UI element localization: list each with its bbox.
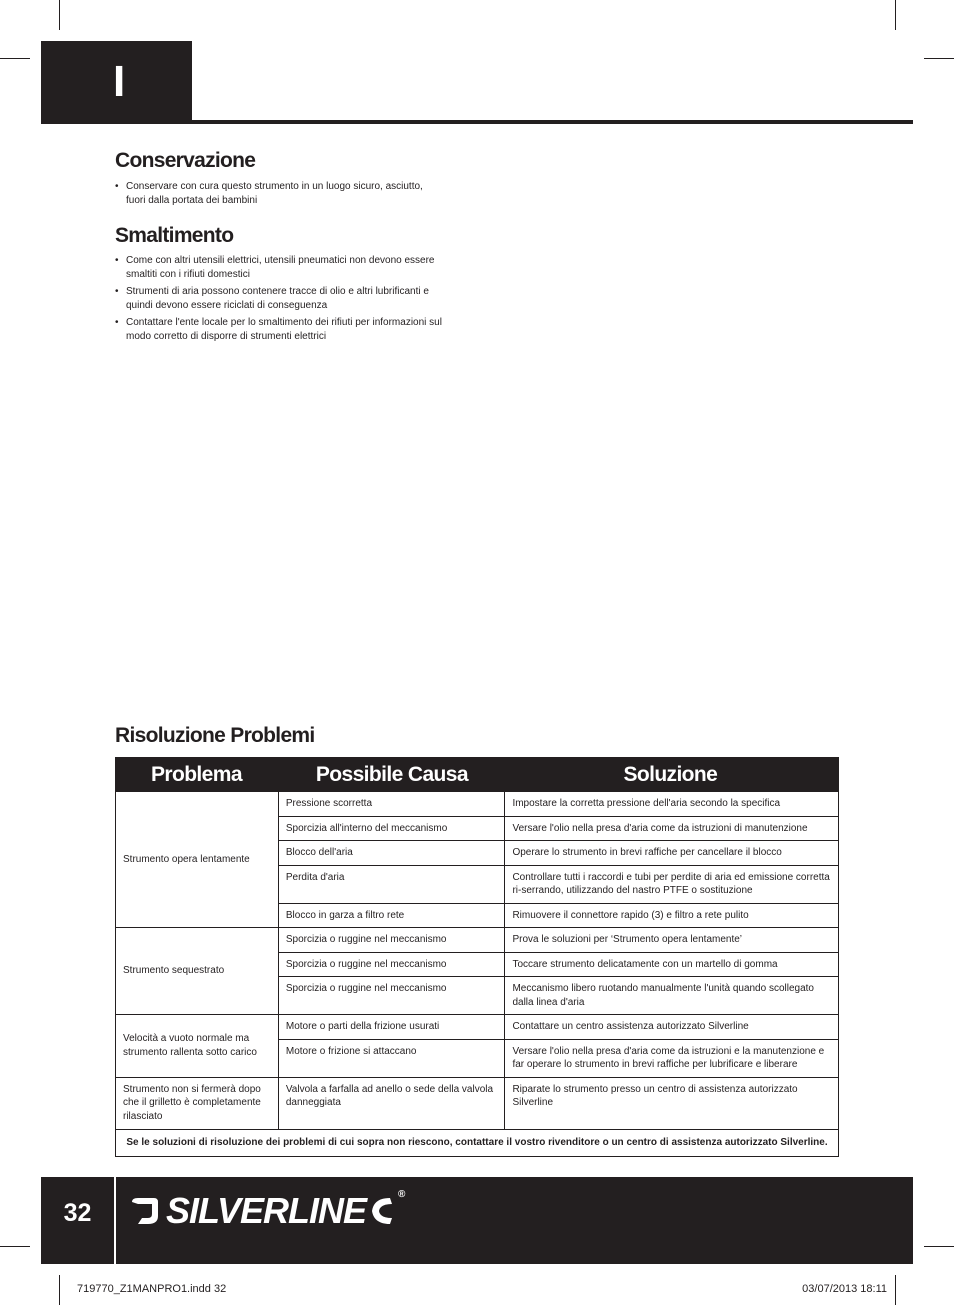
problem-cell: Strumento opera lentamente	[116, 792, 279, 928]
cause-cell: Motore o parti della frizione usurati	[278, 1015, 505, 1040]
silverline-logo	[128, 1187, 428, 1235]
solution-cell: Impostare la corretta pressione dell'aria secondo la specifica	[505, 792, 839, 817]
date-slug: 03/07/2013 18:11	[802, 1283, 887, 1295]
crop-mark	[924, 1246, 954, 1247]
cause-cell: Sporcizia o ruggine nel meccanismo	[278, 928, 505, 953]
language-tab	[41, 41, 192, 122]
table-footer-row	[116, 1130, 839, 1157]
crop-mark	[0, 58, 30, 59]
solution-cell: Contattare un centro assistenza autorizzato Silverline	[505, 1015, 839, 1040]
solution-cell: Versare l'olio nella presa d'aria come da istruzioni di manutenzione	[505, 816, 839, 841]
wrench-end-icon	[368, 1194, 396, 1228]
solution-cell: Controllare tutti i raccordi e tubi per perdite di aria ed emissione corretta ri-serrando, utilizzando del nastro PTFE o sostituzione	[505, 865, 839, 903]
problem-cell: Strumento sequestrato	[116, 928, 279, 1015]
cause-cell: Sporcizia o ruggine nel meccanismo	[278, 977, 505, 1015]
cause-cell: Perdita d'aria	[278, 865, 505, 903]
crop-mark	[59, 1275, 60, 1305]
header-rule	[41, 120, 913, 124]
problem-cell: Velocità a vuoto normale ma strumento rallenta sotto carico	[116, 1015, 279, 1078]
solution-cell: Operare lo strumento in brevi raffiche per cancellare il blocco	[505, 841, 839, 866]
cause-cell: Sporcizia o ruggine nel meccanismo	[278, 952, 505, 977]
list-item: • Strumenti di aria possono contenere tracce di olio e altri lubrificanti e quindi devono essere riciclati di conseguenza	[115, 285, 445, 312]
problem-cell: Strumento non si fermerà dopo che il grilletto è completamente rilasciato	[116, 1077, 279, 1130]
wrench-hook-icon	[128, 1194, 162, 1228]
table-row	[116, 792, 839, 817]
table-header-row	[116, 758, 839, 792]
list-item: • Conservare con cura questo strumento in un luogo sicuro, asciutto, fuori dalla portata dei bambini	[115, 180, 445, 207]
language-code: I	[113, 56, 126, 106]
crop-mark	[895, 1275, 896, 1305]
header-problem: Problema	[116, 758, 279, 792]
conservazione-title: Conservazione	[115, 149, 256, 172]
cause-cell: Valvola a farfalla ad anello o sede della valvola danneggiata	[278, 1077, 505, 1130]
smaltimento-list	[115, 254, 445, 347]
troubleshooting-title: Risoluzione Problemi	[115, 724, 315, 747]
registered-mark: ®	[398, 1189, 405, 1200]
crop-mark	[895, 0, 896, 30]
footer-divider	[114, 1177, 116, 1264]
smaltimento-title: Smaltimento	[115, 224, 234, 247]
solution-cell: Prova le soluzioni per ‘Strumento opera lentamente’	[505, 928, 839, 953]
solution-cell: Rimuovere il connettore rapido (3) e filtro a rete pulito	[505, 903, 839, 928]
cause-cell: Pressione scorretta	[278, 792, 505, 817]
solution-cell: Meccanismo libero ruotando manualmente l'unità quando scollegato dalla linea d'aria	[505, 977, 839, 1015]
brand-name: SILVERLINE	[166, 1190, 367, 1231]
table-row	[116, 928, 839, 953]
file-slug: 719770_Z1MANPRO1.indd 32	[77, 1283, 227, 1295]
solution-cell: Riparate lo strumento presso un centro di assistenza autorizzato Silverline	[505, 1077, 839, 1130]
cause-cell: Blocco dell'aria	[278, 841, 505, 866]
cause-cell: Blocco in garza a filtro rete	[278, 903, 505, 928]
solution-cell: Toccare strumento delicatamente con un martello di gomma	[505, 952, 839, 977]
cause-cell: Sporcizia all'interno del meccanismo	[278, 816, 505, 841]
header-solution: Soluzione	[505, 758, 839, 792]
conservazione-list	[115, 180, 445, 211]
solution-cell: Versare l'olio nella presa d'aria come da istruzioni e la manutenzione e far operare lo strumento in brevi raffiche per lubrificare e liberare	[505, 1039, 839, 1077]
page-number: 32	[63, 1199, 92, 1227]
table-row	[116, 1077, 839, 1130]
footer-note: Se le soluzioni di risoluzione dei problemi di cui sopra non riescono, contattare il vostro rivenditore o un centro di assistenza autorizzato Silverline.	[116, 1130, 839, 1157]
header-cause: Possibile Causa	[278, 758, 505, 792]
list-item: • Come con altri utensili elettrici, utensili pneumatici non devono essere smaltiti con i rifiuti domestici	[115, 254, 445, 281]
table-row	[116, 1015, 839, 1040]
crop-mark	[924, 58, 954, 59]
troubleshooting-table	[115, 757, 839, 1157]
crop-mark	[0, 1246, 30, 1247]
cause-cell: Motore o frizione si attaccano	[278, 1039, 505, 1077]
list-item: • Contattare l'ente locale per lo smaltimento dei rifiuti per informazioni sul modo corretto di disporre di strumenti elettrici	[115, 316, 445, 343]
crop-mark	[59, 0, 60, 30]
